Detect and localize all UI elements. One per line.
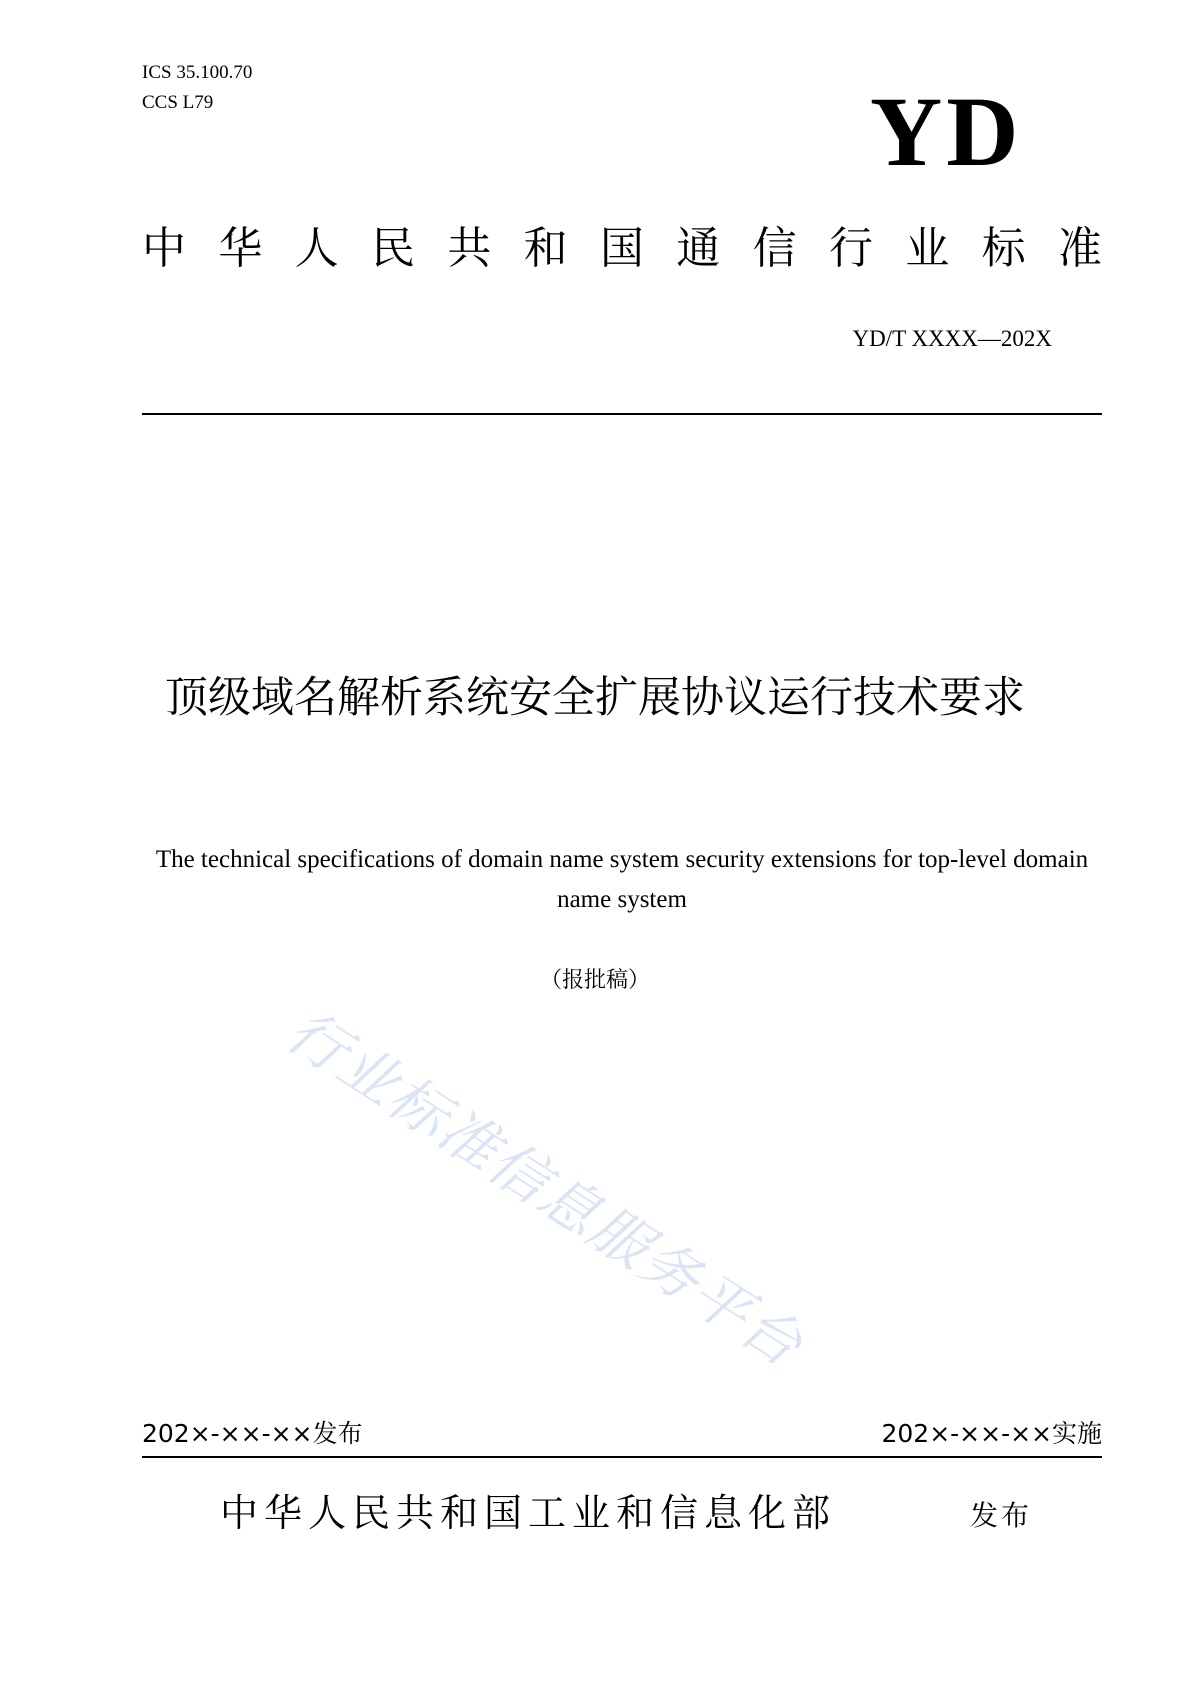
industry-standard-title xyxy=(142,222,1102,276)
yd-logo: YD xyxy=(870,76,1023,187)
publisher-name: 中华人民共和国工业和信息化部 xyxy=(220,1491,837,1535)
publish-label: 发布 xyxy=(970,1499,1033,1532)
top-divider xyxy=(142,413,1102,415)
ics-code: ICS 35.100.70 xyxy=(142,62,253,83)
industry-title-char: 标 xyxy=(981,223,1026,274)
bottom-divider xyxy=(142,1456,1102,1458)
draft-status: （报批稿） xyxy=(539,968,650,993)
industry-title-char: 通 xyxy=(676,223,721,274)
industry-title-char: 国 xyxy=(599,223,644,274)
industry-title-char: 华 xyxy=(218,223,263,274)
industry-title-char: 民 xyxy=(370,223,415,274)
industry-title-char: 信 xyxy=(752,223,797,274)
industry-title-char: 和 xyxy=(523,223,568,274)
industry-title-char: 业 xyxy=(905,223,950,274)
watermark: 行业标准信息服务平台 xyxy=(275,996,816,1381)
ccs-code: CCS L79 xyxy=(142,92,214,113)
industry-title-char: 共 xyxy=(447,223,492,274)
standard-number: YD/T XXXX—202X xyxy=(852,326,1052,351)
industry-title-char: 中 xyxy=(142,223,186,274)
industry-title-char: 行 xyxy=(828,223,873,274)
document-title-en: The technical specifications of domain name system security extensions for top-level domain name system xyxy=(155,846,1089,913)
implementation-date: 202×-××-××实施 xyxy=(881,1419,1102,1448)
industry-title-char: 人 xyxy=(294,223,339,274)
document-title-zh: 顶级域名解析系统安全扩展协议运行技术要求 xyxy=(165,673,1025,723)
release-date: 202×-××-××发布 xyxy=(142,1419,363,1448)
industry-title-char: 准 xyxy=(1057,223,1102,274)
